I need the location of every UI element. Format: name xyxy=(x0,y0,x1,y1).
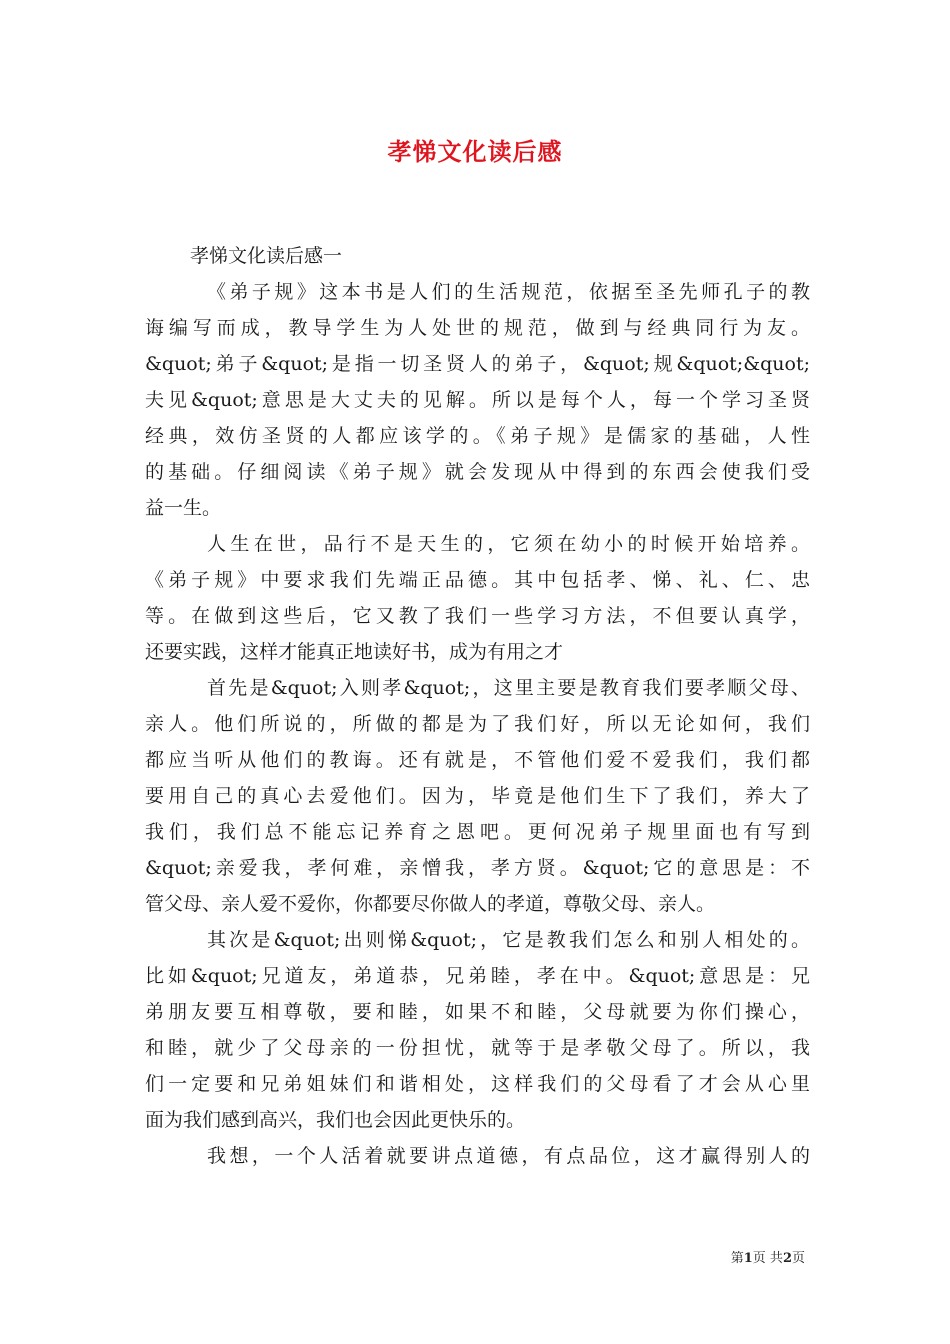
document-body xyxy=(145,238,810,1174)
paragraph-line: 我想，一个人活着就要讲点道德，有点品位，这才赢得别人的 xyxy=(207,1145,810,1167)
paragraph-line: 弟朋友要互相尊敬，要和睦，如果不和睦，父母就要为你们操心， xyxy=(145,1001,810,1023)
paragraph-line: 经典，效仿圣贤的人都应该学的。《弟子规》是儒家的基础，人性 xyxy=(145,425,810,447)
paragraph-line: 益一生。 xyxy=(145,497,222,519)
paragraph-line: 诲编写而成，教导学生为人处世的规范，做到与经典同行为友。 xyxy=(145,317,810,339)
paragraph-line: 还要实践，这样才能真正地读好书，成为有用之才 xyxy=(145,641,564,663)
document-title: 孝悌文化读后感 xyxy=(387,137,563,166)
page-number xyxy=(731,1247,805,1266)
paragraph-line: 都应当听从他们的教诲。还有就是，不管他们爱不爱我们，我们都 xyxy=(145,749,810,771)
page-suffix: 页 xyxy=(791,1251,805,1266)
paragraph-line: 和睦，就少了父母亲的一份担忧，就等于是孝敬父母了。所以，我 xyxy=(145,1037,810,1059)
paragraph-line: 我们，我们总不能忘记养育之恩吧。更何况弟子规里面也有写到 xyxy=(145,821,810,843)
paragraph-line: 其次是&quot;出则悌&quot;，它是教我们怎么和别人相处的。 xyxy=(207,929,810,951)
paragraph-line: 比如&quot;兄道友，弟道恭，兄弟睦，孝在中。&quot;意思是：兄 xyxy=(145,965,810,987)
paragraph-line: &quot;弟子&quot;是指一切圣贤人的弟子，&quot;规&quot;&quot; xyxy=(145,353,810,375)
paragraph-line: 夫见&quot;意思是大丈夫的见解。所以是每个人，每一个学习圣贤 xyxy=(145,389,810,411)
paragraph-line: 首先是&quot;入则孝&quot;，这里主要是教育我们要孝顺父母、 xyxy=(207,677,810,699)
paragraph-line: 等。在做到这些后，它又教了我们一些学习方法，不但要认真学， xyxy=(145,605,810,627)
paragraph-line: 面为我们感到高兴，我们也会因此更快乐的。 xyxy=(145,1109,526,1131)
section-heading: 孝悌文化读后感一 xyxy=(190,245,343,267)
paragraph-line: 《弟子规》中要求我们先端正品德。其中包括孝、悌、礼、仁、忠 xyxy=(145,569,810,591)
paragraph-line: 人生在世，品行不是天生的，它须在幼小的时候开始培养。 xyxy=(207,533,810,555)
paragraph-line: 管父母、亲人爱不爱你，你都要尽你做人的孝道，尊敬父母、亲人。 xyxy=(145,893,716,915)
paragraph-line: 们一定要和兄弟姐妹们和谐相处，这样我们的父母看了才会从心里 xyxy=(145,1073,810,1095)
paragraph-line: 的基础。仔细阅读《弟子规》就会发现从中得到的东西会使我们受 xyxy=(145,461,810,483)
current-page: 1 xyxy=(743,1251,753,1266)
paragraph-line: 亲人。他们所说的，所做的都是为了我们好，所以无论如何，我们 xyxy=(145,713,810,735)
paragraph-line: &quot;亲爱我，孝何难，亲憎我，孝方贤。&quot;它的意思是：不 xyxy=(145,857,810,879)
total-pages: 2 xyxy=(782,1251,792,1266)
page-middle: 页 共 xyxy=(752,1251,783,1266)
paragraph-line: 要用自己的真心去爱他们。因为，毕竟是他们生下了我们，养大了 xyxy=(145,785,810,807)
page-prefix: 第 xyxy=(730,1251,744,1266)
paragraph-line: 《弟子规》这本书是人们的生活规范，依据至圣先师孔子的教 xyxy=(207,281,810,303)
